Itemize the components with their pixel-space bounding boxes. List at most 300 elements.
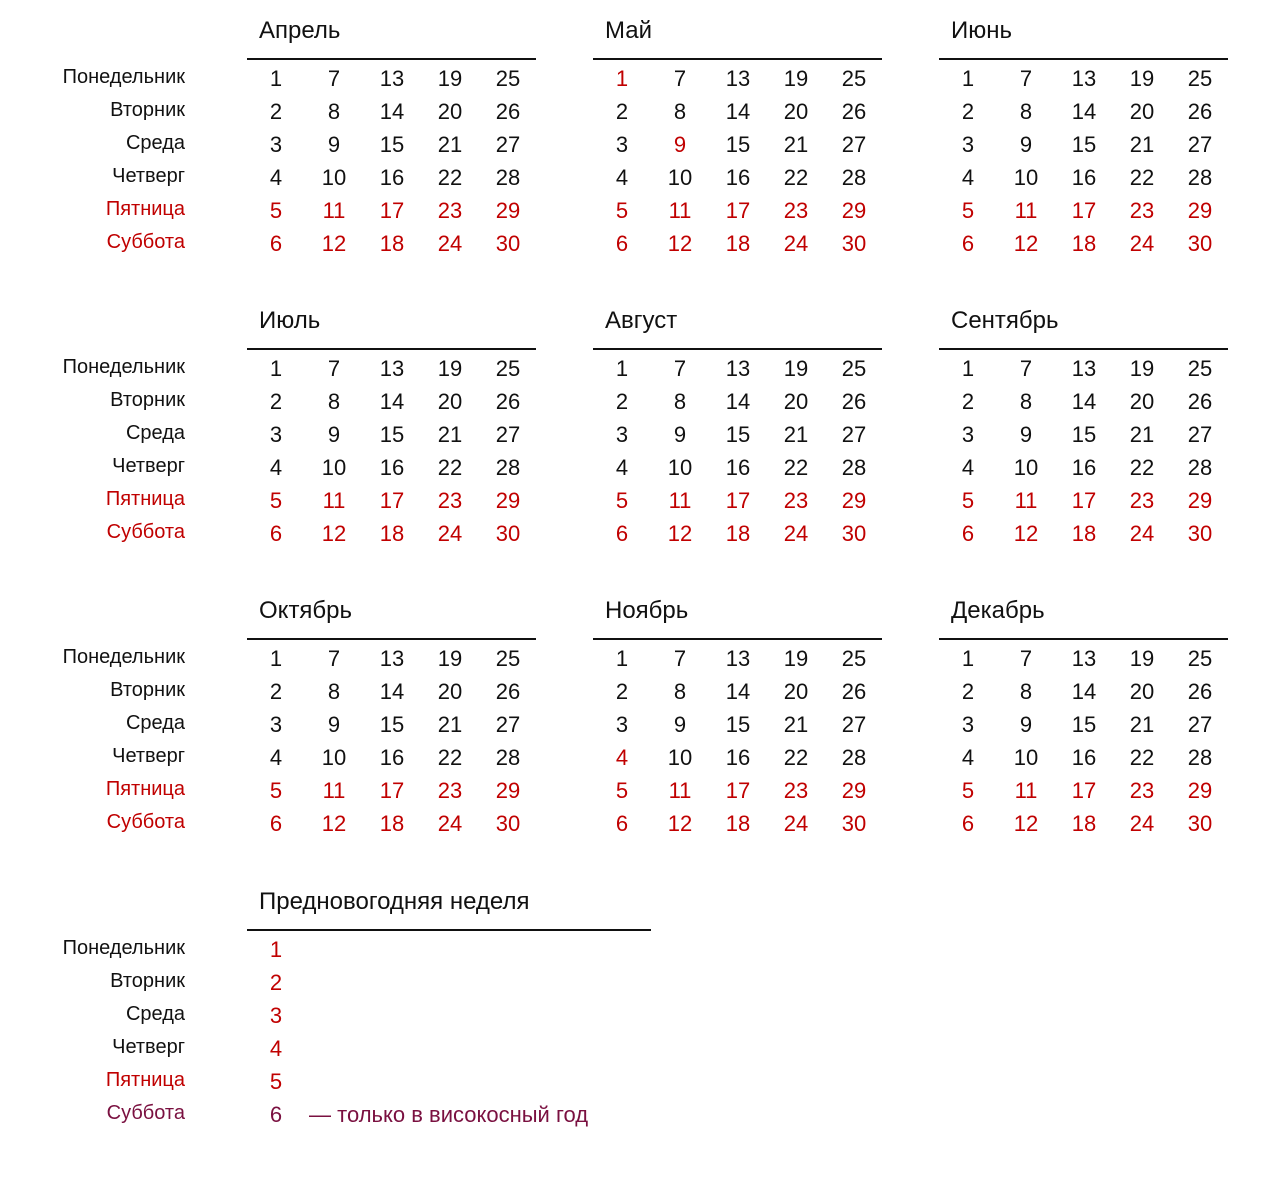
day-cell: 23 <box>437 198 463 223</box>
day-cell: 21 <box>783 422 809 447</box>
day-cell: 2 <box>269 389 283 414</box>
day-cell: 24 <box>1129 811 1155 836</box>
day-cell: 5 <box>961 198 975 223</box>
day-cell: 6 <box>961 231 975 256</box>
weekday-label: Среда <box>125 1003 185 1025</box>
day-cell: 19 <box>437 66 463 91</box>
day-cell: 1 <box>961 356 975 381</box>
day-cell: 18 <box>1071 811 1097 836</box>
day-cell: 9 <box>1019 132 1033 157</box>
day-cell: 4 <box>961 165 975 190</box>
day-cell: 9 <box>327 422 341 447</box>
day-cell: 2 <box>615 679 629 704</box>
weekday-label: Пятница <box>105 198 185 220</box>
prenewyear-title: Предновогодняя неделя <box>259 888 530 915</box>
day-cell: 2 <box>269 970 283 995</box>
day-cell: 22 <box>437 165 463 190</box>
day-cell: 22 <box>1129 165 1155 190</box>
day-cell: 1 <box>269 356 283 381</box>
day-cell: 20 <box>1129 389 1155 414</box>
day-cell: 4 <box>615 455 629 480</box>
day-cell: 14 <box>1071 679 1097 704</box>
day-cell: 5 <box>269 778 283 803</box>
day-cell: 16 <box>379 455 405 480</box>
day-cell: 11 <box>1014 198 1038 223</box>
day-cell: 19 <box>783 66 809 91</box>
day-cell: 11 <box>322 488 346 513</box>
day-cell: 15 <box>379 132 405 157</box>
month-underline <box>939 638 1228 640</box>
day-cell: 15 <box>1071 712 1097 737</box>
day-cell: 8 <box>327 679 341 704</box>
day-cell: 5 <box>269 1069 283 1094</box>
day-cell: 30 <box>841 811 867 836</box>
day-cell: 15 <box>379 712 405 737</box>
day-cell: 30 <box>1187 231 1213 256</box>
day-cell: 5 <box>615 778 629 803</box>
day-cell: 7 <box>1019 646 1033 671</box>
day-cell: 21 <box>1129 132 1155 157</box>
day-cell: 4 <box>961 745 975 770</box>
month-title: Ноябрь <box>605 597 689 624</box>
day-cell: 30 <box>841 231 867 256</box>
day-cell: 20 <box>1129 679 1155 704</box>
day-cell: 17 <box>1071 488 1097 513</box>
day-cell: 24 <box>437 231 463 256</box>
month-title: Июнь <box>951 17 1013 44</box>
day-cell: 6 <box>269 1102 283 1127</box>
day-cell: 15 <box>725 422 751 447</box>
day-cell: 26 <box>495 389 521 414</box>
day-cell: 28 <box>1187 745 1213 770</box>
day-cell: 18 <box>1071 231 1097 256</box>
day-cell: 19 <box>1129 646 1155 671</box>
day-cell: 29 <box>1187 488 1213 513</box>
day-cell: 13 <box>725 66 751 91</box>
day-cell: 15 <box>1071 132 1097 157</box>
day-cell: 18 <box>379 231 405 256</box>
day-cell: 26 <box>495 99 521 124</box>
day-cell: 19 <box>783 646 809 671</box>
month-title: Июль <box>259 307 321 334</box>
day-cell: 20 <box>437 679 463 704</box>
day-cell: 3 <box>269 712 283 737</box>
month-title: Сентябрь <box>951 307 1059 334</box>
day-cell: 26 <box>1187 389 1213 414</box>
day-cell: 14 <box>379 389 405 414</box>
day-cell: 17 <box>725 198 751 223</box>
day-cell: 19 <box>1129 356 1155 381</box>
day-cell: 19 <box>783 356 809 381</box>
day-cell: 13 <box>725 356 751 381</box>
month-title: Декабрь <box>951 597 1045 624</box>
day-cell: 17 <box>725 778 751 803</box>
day-cell: 7 <box>327 646 341 671</box>
day-cell: 5 <box>615 198 629 223</box>
weekday-label: Вторник <box>110 99 185 121</box>
day-cell: 13 <box>379 356 405 381</box>
day-cell: 12 <box>667 521 693 546</box>
day-cell: 12 <box>321 521 347 546</box>
day-cell: 21 <box>783 132 809 157</box>
day-cell: 13 <box>379 646 405 671</box>
day-cell: 2 <box>961 99 975 124</box>
day-cell: 7 <box>673 646 687 671</box>
day-cell: 16 <box>1071 745 1097 770</box>
day-cell: 27 <box>1187 712 1213 737</box>
day-cell: 26 <box>841 99 867 124</box>
day-cell: 19 <box>437 646 463 671</box>
day-cell: 29 <box>841 778 867 803</box>
day-cell: 6 <box>961 811 975 836</box>
day-cell: 5 <box>615 488 629 513</box>
day-cell: 17 <box>1071 778 1097 803</box>
day-cell: 1 <box>269 66 283 91</box>
day-cell: 16 <box>1071 165 1097 190</box>
day-cell: 21 <box>437 422 463 447</box>
day-cell: 1 <box>269 646 283 671</box>
day-cell: 26 <box>1187 99 1213 124</box>
day-cell: 2 <box>615 389 629 414</box>
day-cell: 6 <box>615 811 629 836</box>
day-cell: 23 <box>1129 198 1155 223</box>
day-cell: 4 <box>615 745 629 770</box>
day-cell: 18 <box>725 521 751 546</box>
day-cell: 29 <box>1187 778 1213 803</box>
day-cell: 24 <box>437 521 463 546</box>
day-cell: 5 <box>961 778 975 803</box>
weekday-label: Понедельник <box>62 356 185 378</box>
day-cell: 24 <box>783 231 809 256</box>
day-cell: 1 <box>615 646 629 671</box>
day-cell: 25 <box>841 66 867 91</box>
day-cell: 13 <box>1071 66 1097 91</box>
day-cell: 27 <box>495 712 521 737</box>
day-cell: 12 <box>667 811 693 836</box>
day-cell: 28 <box>841 455 867 480</box>
prenewyear-underline <box>247 929 651 931</box>
day-cell: 21 <box>437 132 463 157</box>
day-cell: 10 <box>321 455 347 480</box>
day-cell: 28 <box>495 165 521 190</box>
day-cell: 4 <box>961 455 975 480</box>
day-cell: 20 <box>1129 99 1155 124</box>
day-cell: 6 <box>269 811 283 836</box>
day-cell: 3 <box>961 132 975 157</box>
day-cell: 19 <box>1129 66 1155 91</box>
day-cell: 20 <box>437 99 463 124</box>
day-cell: 24 <box>783 811 809 836</box>
day-cell: 10 <box>321 165 347 190</box>
day-cell: 1 <box>615 356 629 381</box>
day-cell: 24 <box>1129 521 1155 546</box>
day-cell: 12 <box>321 231 347 256</box>
day-cell: 26 <box>841 679 867 704</box>
day-cell: 25 <box>495 356 521 381</box>
day-cell: 27 <box>841 422 867 447</box>
day-cell: 16 <box>725 455 751 480</box>
day-cell: 5 <box>269 488 283 513</box>
day-cell: 28 <box>1187 165 1213 190</box>
day-cell: 30 <box>495 811 521 836</box>
weekday-label: Четверг <box>112 745 185 767</box>
day-cell: 4 <box>269 455 283 480</box>
weekday-label: Четверг <box>112 1036 185 1058</box>
day-cell: 23 <box>1129 488 1155 513</box>
weekday-label: Среда <box>125 712 185 734</box>
day-cell: 3 <box>615 132 629 157</box>
day-cell: 29 <box>841 488 867 513</box>
day-cell: 21 <box>1129 712 1155 737</box>
day-cell: 3 <box>269 132 283 157</box>
month-underline <box>593 58 882 60</box>
day-cell: 22 <box>783 165 809 190</box>
day-cell: 9 <box>673 132 687 157</box>
day-cell: 3 <box>269 1003 283 1028</box>
day-cell: 16 <box>379 165 405 190</box>
day-cell: 11 <box>1014 488 1038 513</box>
day-cell: 13 <box>1071 356 1097 381</box>
day-cell: 29 <box>495 488 521 513</box>
day-cell: 17 <box>379 198 405 223</box>
weekday-label: Вторник <box>110 970 185 992</box>
day-cell: 9 <box>1019 712 1033 737</box>
month-underline <box>247 58 536 60</box>
month-underline <box>593 348 882 350</box>
day-cell: 1 <box>269 937 283 962</box>
month-underline <box>247 638 536 640</box>
day-cell: 27 <box>841 712 867 737</box>
weekday-label: Суббота <box>106 811 185 833</box>
weekday-label: Пятница <box>105 778 185 800</box>
day-cell: 20 <box>437 389 463 414</box>
day-cell: 23 <box>783 488 809 513</box>
day-cell: 28 <box>495 745 521 770</box>
month-underline <box>939 58 1228 60</box>
day-cell: 7 <box>327 356 341 381</box>
day-cell: 25 <box>841 646 867 671</box>
month-title: Май <box>605 17 653 44</box>
month-underline <box>593 638 882 640</box>
day-cell: 10 <box>1013 455 1039 480</box>
day-cell: 2 <box>269 99 283 124</box>
day-cell: 10 <box>1013 745 1039 770</box>
day-cell: 18 <box>379 811 405 836</box>
weekday-label: Среда <box>125 132 185 154</box>
day-cell: 25 <box>495 66 521 91</box>
day-cell: 14 <box>1071 389 1097 414</box>
day-cell: 24 <box>437 811 463 836</box>
day-cell: 12 <box>1013 521 1039 546</box>
day-cell: 12 <box>1013 811 1039 836</box>
day-cell: 15 <box>725 712 751 737</box>
day-cell: 23 <box>437 778 463 803</box>
day-cell: 11 <box>668 488 692 513</box>
day-cell: 6 <box>961 521 975 546</box>
day-cell: 22 <box>783 745 809 770</box>
day-cell: 1 <box>961 66 975 91</box>
day-cell: 5 <box>961 488 975 513</box>
day-cell: 11 <box>1014 778 1038 803</box>
day-cell: 27 <box>495 132 521 157</box>
day-cell: 15 <box>1071 422 1097 447</box>
day-cell: 15 <box>379 422 405 447</box>
day-cell: 14 <box>379 99 405 124</box>
day-cell: 12 <box>667 231 693 256</box>
day-cell: 8 <box>327 99 341 124</box>
day-cell: 21 <box>783 712 809 737</box>
day-cell: 9 <box>673 712 687 737</box>
weekday-label: Пятница <box>105 1069 185 1091</box>
day-cell: 10 <box>667 165 693 190</box>
day-cell: 9 <box>327 132 341 157</box>
weekday-label: Четверг <box>112 165 185 187</box>
day-cell: 4 <box>615 165 629 190</box>
day-cell: 25 <box>1187 646 1213 671</box>
day-cell: 26 <box>495 679 521 704</box>
day-cell: 3 <box>961 712 975 737</box>
day-cell: 13 <box>1071 646 1097 671</box>
day-cell: 9 <box>1019 422 1033 447</box>
day-cell: 24 <box>1129 231 1155 256</box>
day-cell: 20 <box>783 99 809 124</box>
day-cell: 16 <box>379 745 405 770</box>
day-cell: 29 <box>495 198 521 223</box>
day-cell: 7 <box>1019 356 1033 381</box>
day-cell: 22 <box>437 745 463 770</box>
day-cell: 12 <box>1013 231 1039 256</box>
day-cell: 8 <box>1019 99 1033 124</box>
weekday-label: Вторник <box>110 389 185 411</box>
day-cell: 20 <box>783 389 809 414</box>
day-cell: 23 <box>437 488 463 513</box>
day-cell: 15 <box>725 132 751 157</box>
day-cell: 29 <box>841 198 867 223</box>
day-cell: 30 <box>1187 521 1213 546</box>
day-cell: 7 <box>1019 66 1033 91</box>
day-cell: 17 <box>379 778 405 803</box>
month-title: Август <box>605 307 678 334</box>
day-cell: 2 <box>269 679 283 704</box>
day-cell: 27 <box>1187 422 1213 447</box>
day-cell: 7 <box>673 356 687 381</box>
day-cell: 18 <box>725 811 751 836</box>
day-cell: 2 <box>615 99 629 124</box>
day-cell: 19 <box>437 356 463 381</box>
day-cell: 8 <box>673 679 687 704</box>
day-cell: 28 <box>841 745 867 770</box>
day-cell: 26 <box>1187 679 1213 704</box>
day-cell: 4 <box>269 745 283 770</box>
day-cell: 28 <box>495 455 521 480</box>
day-cell: 17 <box>379 488 405 513</box>
day-cell: 22 <box>437 455 463 480</box>
day-cell: 18 <box>1071 521 1097 546</box>
weekday-label: Четверг <box>112 455 185 477</box>
weekday-label: Суббота <box>106 1102 185 1124</box>
day-cell: 13 <box>379 66 405 91</box>
day-cell: 16 <box>1071 455 1097 480</box>
day-cell: 30 <box>1187 811 1213 836</box>
day-cell: 11 <box>322 198 346 223</box>
day-cell: 6 <box>269 231 283 256</box>
day-cell: 11 <box>322 778 346 803</box>
day-cell: 6 <box>615 231 629 256</box>
day-cell: 25 <box>495 646 521 671</box>
day-cell: 27 <box>841 132 867 157</box>
day-cell: 24 <box>783 521 809 546</box>
day-cell: 7 <box>673 66 687 91</box>
day-cell: 8 <box>673 99 687 124</box>
day-cell: 14 <box>379 679 405 704</box>
day-cell: 14 <box>725 679 751 704</box>
weekday-label: Понедельник <box>62 937 185 959</box>
month-underline <box>939 348 1228 350</box>
day-cell: 1 <box>615 66 629 91</box>
weekday-label: Суббота <box>106 521 185 543</box>
day-cell: 16 <box>725 745 751 770</box>
day-cell: 22 <box>1129 455 1155 480</box>
day-cell: 2 <box>961 389 975 414</box>
day-cell: 27 <box>1187 132 1213 157</box>
day-cell: 4 <box>269 165 283 190</box>
weekday-label: Понедельник <box>62 66 185 88</box>
day-cell: 10 <box>321 745 347 770</box>
day-cell: 6 <box>615 521 629 546</box>
day-cell: 2 <box>961 679 975 704</box>
day-cell: 18 <box>379 521 405 546</box>
day-cell: 5 <box>269 198 283 223</box>
day-cell: 10 <box>667 745 693 770</box>
day-cell: 4 <box>269 1036 283 1061</box>
day-cell: 25 <box>1187 356 1213 381</box>
day-cell: 16 <box>725 165 751 190</box>
day-cell: 23 <box>1129 778 1155 803</box>
weekday-label: Среда <box>125 422 185 444</box>
weekday-label: Пятница <box>105 488 185 510</box>
day-cell: 17 <box>1071 198 1097 223</box>
day-cell: 18 <box>725 231 751 256</box>
weekday-label: Суббота <box>106 231 185 253</box>
day-cell: 3 <box>961 422 975 447</box>
day-cell: 28 <box>841 165 867 190</box>
day-cell: 21 <box>437 712 463 737</box>
day-cell: 3 <box>615 712 629 737</box>
day-cell: 29 <box>1187 198 1213 223</box>
day-cell: 20 <box>783 679 809 704</box>
day-cell: 22 <box>1129 745 1155 770</box>
leap-year-note: — только в високосный год <box>309 1102 589 1127</box>
day-cell: 30 <box>841 521 867 546</box>
day-cell: 7 <box>327 66 341 91</box>
day-cell: 3 <box>269 422 283 447</box>
month-title: Октябрь <box>259 597 353 624</box>
day-cell: 21 <box>1129 422 1155 447</box>
day-cell: 30 <box>495 521 521 546</box>
day-cell: 8 <box>327 389 341 414</box>
weekday-label: Вторник <box>110 679 185 701</box>
day-cell: 27 <box>495 422 521 447</box>
day-cell: 14 <box>1071 99 1097 124</box>
day-cell: 14 <box>725 389 751 414</box>
day-cell: 12 <box>321 811 347 836</box>
day-cell: 6 <box>269 521 283 546</box>
day-cell: 8 <box>1019 389 1033 414</box>
day-cell: 17 <box>725 488 751 513</box>
day-cell: 29 <box>495 778 521 803</box>
day-cell: 23 <box>783 778 809 803</box>
day-cell: 11 <box>668 198 692 223</box>
